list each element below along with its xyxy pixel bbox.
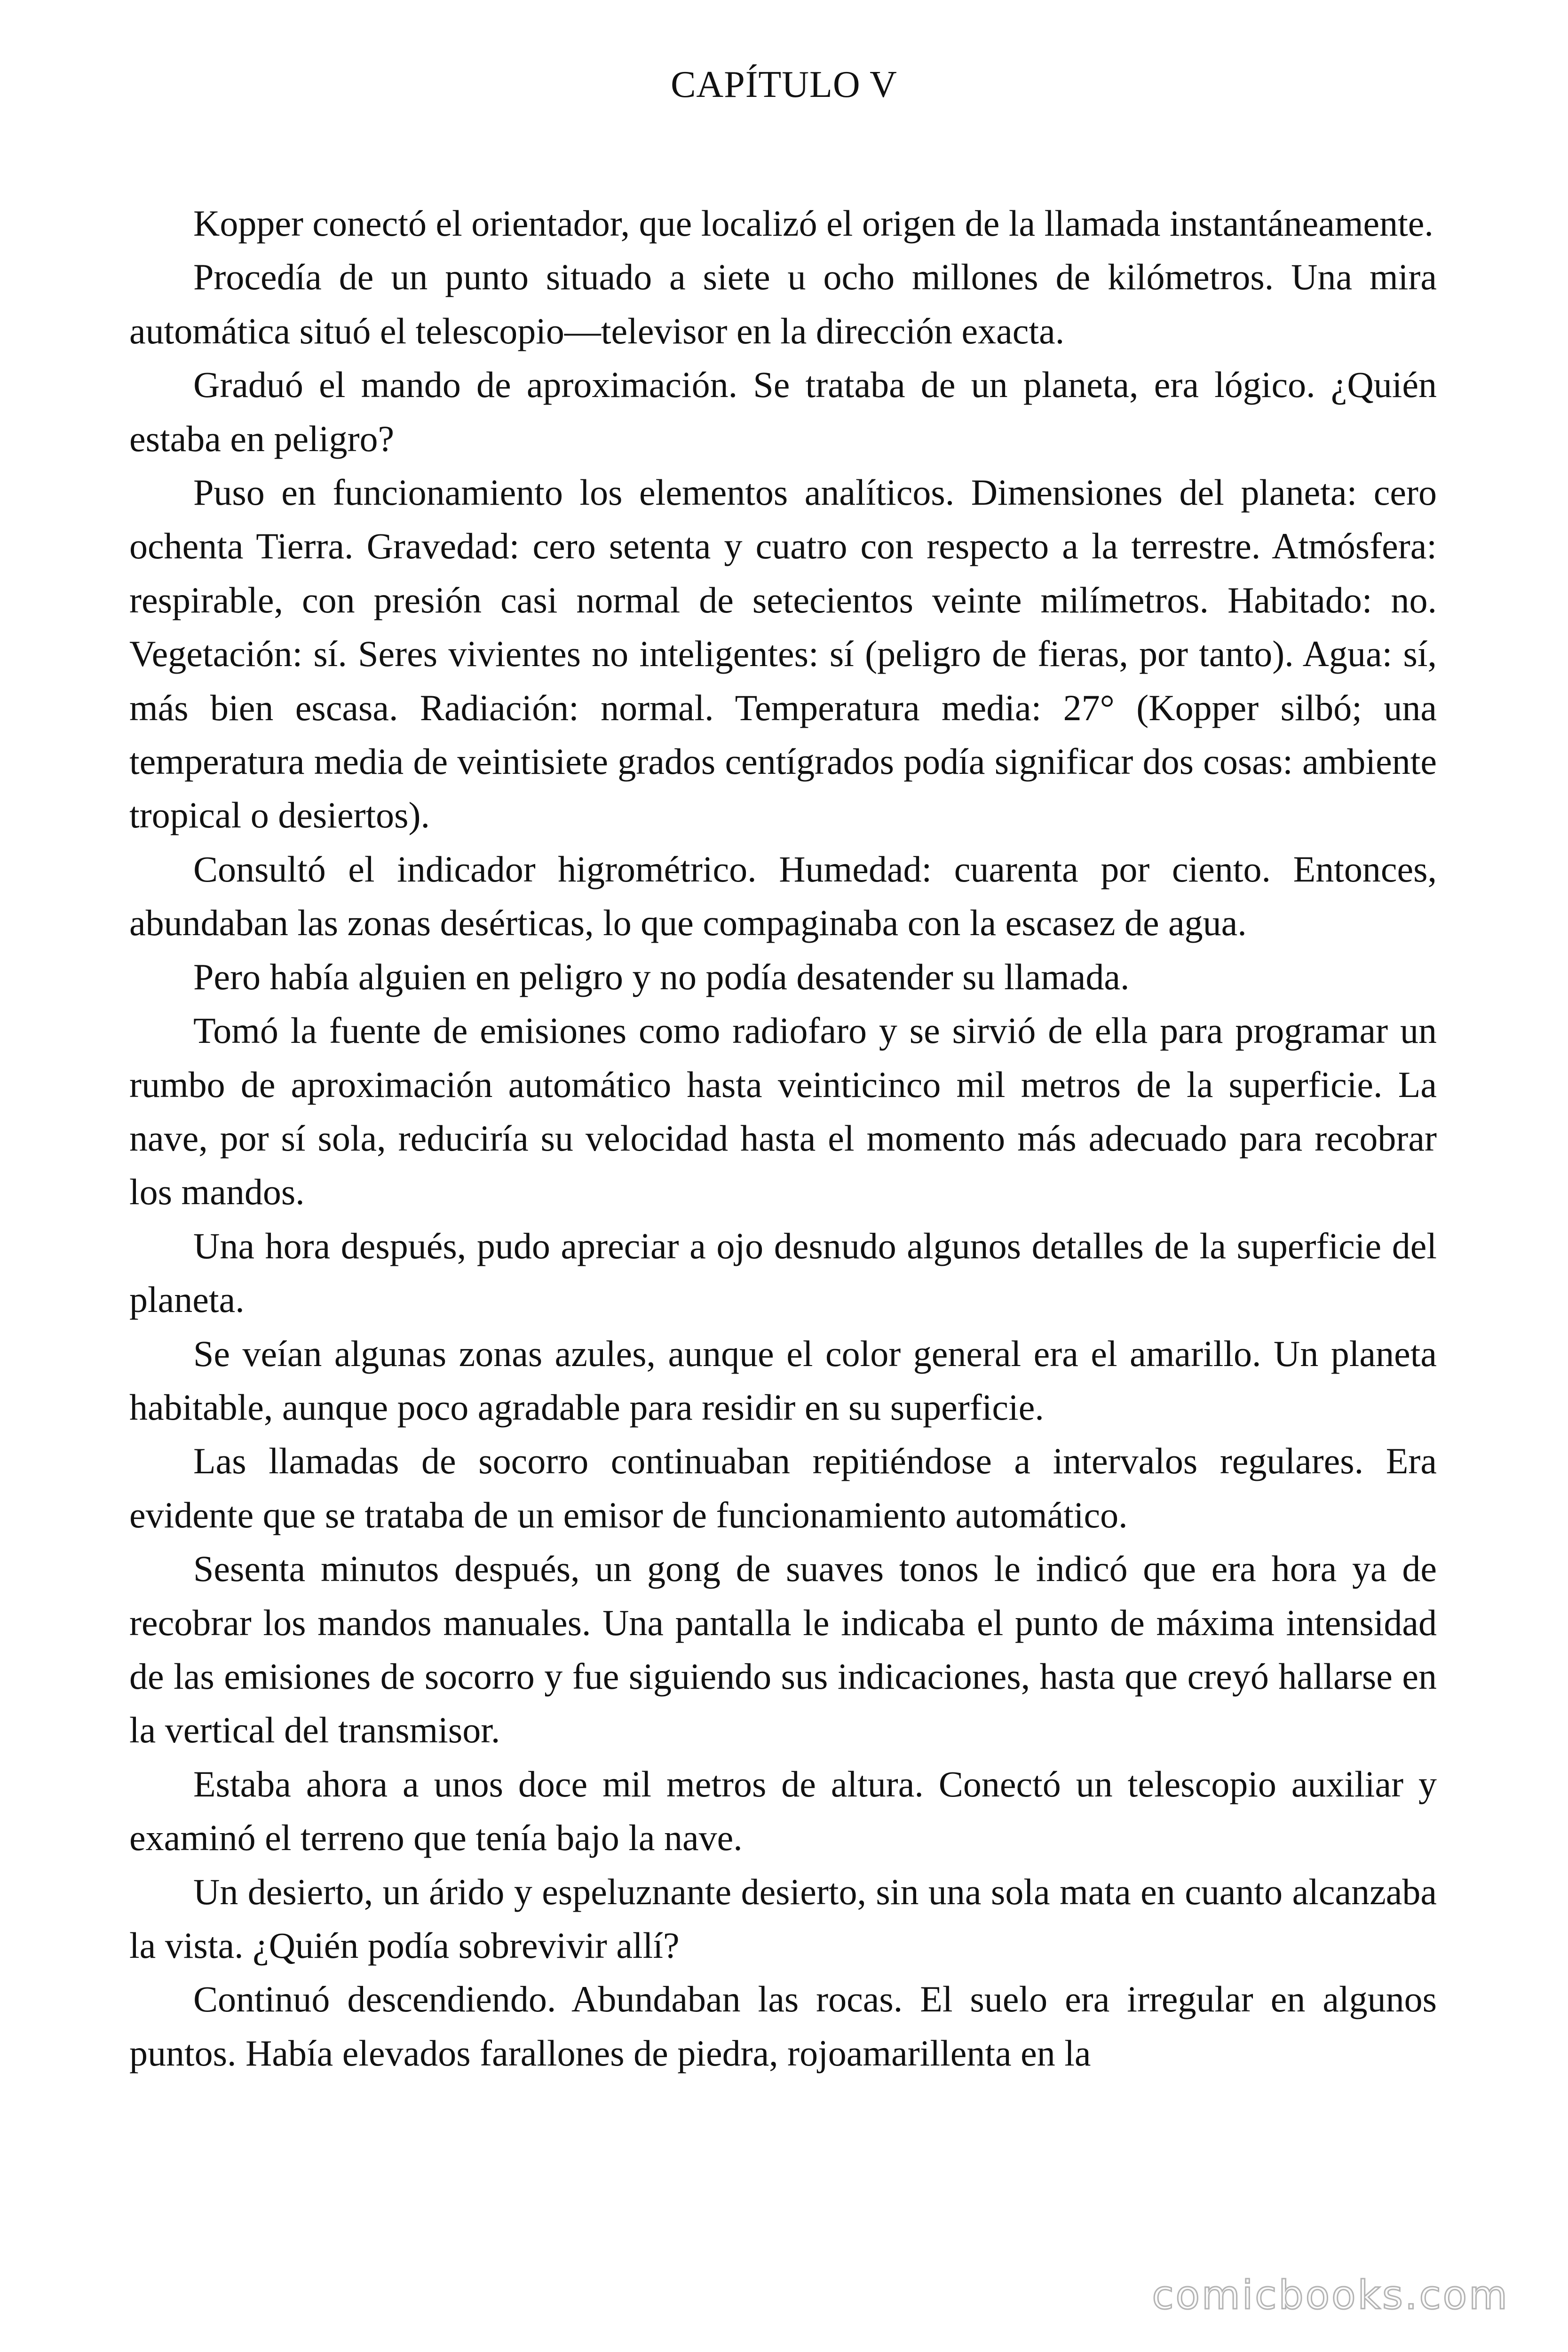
paragraph: Kopper conectó el orientador, que localizó el origen de la llamada instantáneamente. <box>193 203 1433 244</box>
paragraph: Un desierto, un árido y espeluznante desierto, sin una sola mata en cuanto alcanzaba la vista. ¿Quién podía sobrevivir allí? <box>129 1871 1437 1966</box>
paragraph: Las llamadas de socorro continuaban repitiéndose a intervalos regulares. Era evidente que se trataba de un emisor de funcionamiento automático. <box>129 1440 1437 1535</box>
chapter-title: CAPÍTULO V <box>671 64 897 105</box>
paragraph: Sesenta minutos después, un gong de suaves tonos le indicó que era hora ya de recobrar los mandos manuales. Una pantalla le indicaba el punto de máxima intensidad de las emisiones de socorro y fue siguiendo sus indicaciones, hasta que creyó hallarse en la vertical del transmisor. <box>129 1548 1437 1751</box>
paragraph: Puso en funcionamiento los elementos analíticos. Dimensiones del planeta: cero ochenta Tierra. Gravedad: cero setenta y cuatro con respecto a la terrestre. Atmósfera: respirable, con presión casi normal de setecientos veinte milímetros. Habitado: no. Vegetación: sí. Seres vivientes no inteligentes: sí (peligro de fieras, por tanto). Agua: sí, más bien escasa. Radiación: normal. Temperatura media: 27° (Kopper silbó; una temperatura media de veintisiete grados centígrados podía significar dos cosas: ambiente tropical o desiertos). <box>129 472 1437 836</box>
paragraph: Estaba ahora a unos doce mil metros de altura. Conectó un telescopio auxiliar y examinó el terreno que tenía bajo la nave. <box>129 1763 1437 1859</box>
paragraph-continued: Continuó descendiendo. Abundaban las rocas. El suelo era irregular en algunos puntos. Había elevados farallones de piedra, rojoamarillenta en la <box>129 1979 1437 2074</box>
paragraph: Una hora después, pudo apreciar a ojo desnudo algunos detalles de la superficie del planeta. <box>129 1225 1437 1320</box>
paragraph: Consultó el indicador higrométrico. Humedad: cuarenta por ciento. Entonces, abundaban las zonas desérticas, lo que compaginaba con la escasez de agua. <box>129 848 1437 944</box>
paragraph: Procedía de un punto situado a siete u ocho millones de kilómetros. Una mira automática situó el telescopio—televisor en la dirección exacta. <box>129 256 1437 351</box>
chapter-body <box>129 197 1437 2080</box>
paragraph: Graduó el mando de aproximación. Se trataba de un planeta, era lógico. ¿Quién estaba en peligro? <box>129 364 1437 459</box>
watermark: comicbooks.com <box>1152 2272 1509 2318</box>
paragraph: Pero había alguien en peligro y no podía desatender su llamada. <box>193 956 1130 997</box>
paragraph: Tomó la fuente de emisiones como radiofaro y se sirvió de ella para programar un rumbo de aproximación automático hasta veinticinco mil metros de la superficie. La nave, por sí sola, reduciría su velocidad hasta el momento más adecuado para recobrar los mandos. <box>129 1010 1437 1213</box>
paragraph: Se veían algunas zonas azules, aunque el color general era el amarillo. Un planeta habitable, aunque poco agradable para residir en su superficie. <box>129 1333 1437 1428</box>
